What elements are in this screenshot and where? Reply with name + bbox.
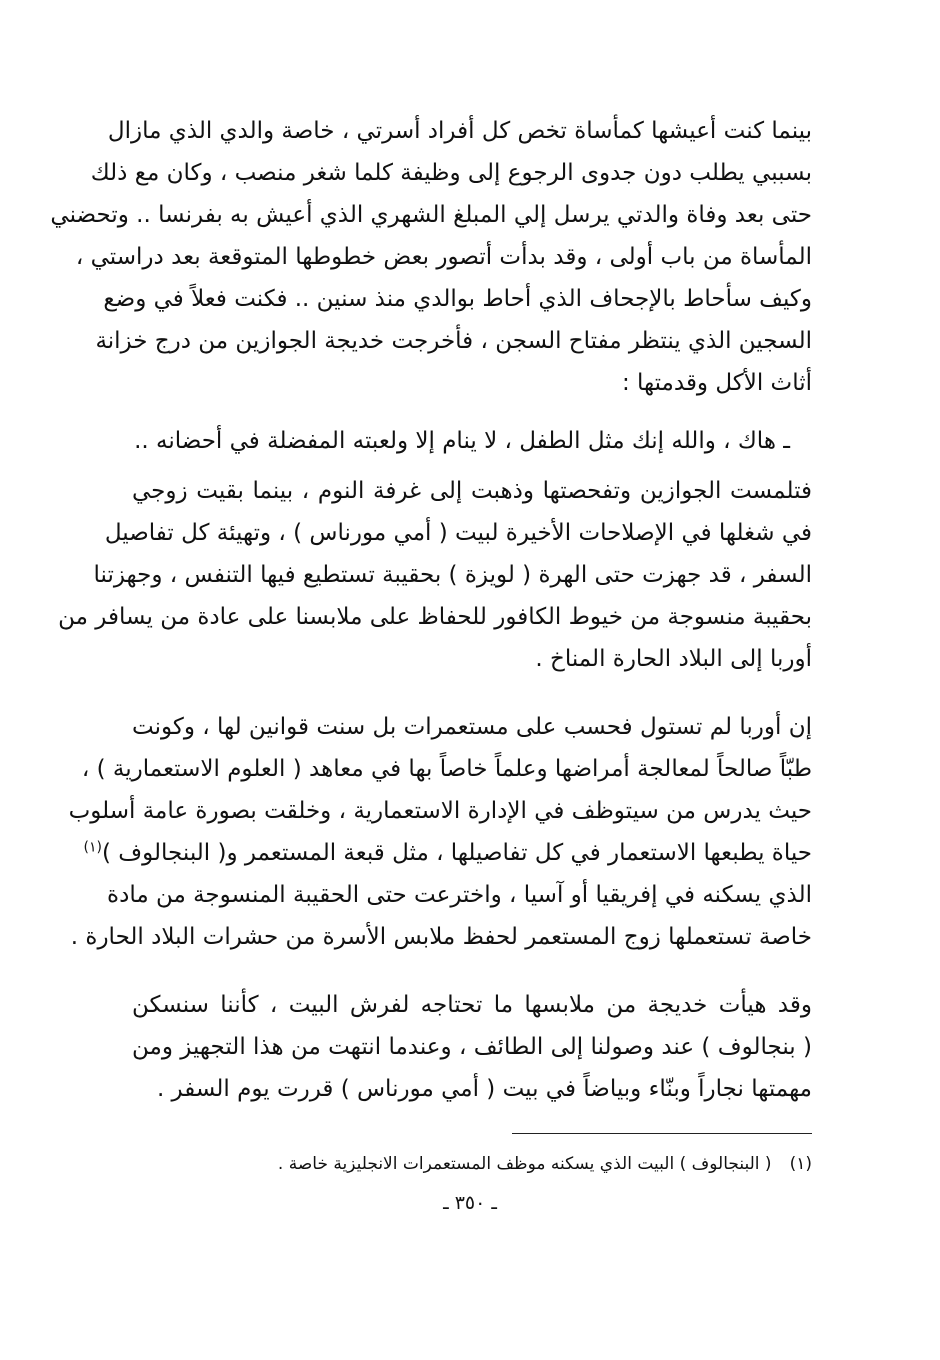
paragraph-3-line-4-text: حياة يطبعها الاستعمار في كل تفاصيلها ، مثل قبعة المستعمر و( البنجالوف ) [102,840,812,866]
paragraph-3-line-3: حيث يدرس من سيتوظف في الإدارة الاستعمارية ، وخلقت بصورة عامة أسلوب [68,798,812,824]
paragraph-1-line-3: حتى بعد وفاة والدتي يرسل إلي المبلغ الشهري الذي أعيش به بفرنسا .. وتحضني [50,202,812,228]
dialogue-quote: ـ هاك ، والله إنك مثل الطفل ، لا ينام إلا ولعبته المفضلة في أحضانه .. [134,428,790,454]
paragraph-2-line-5: أوربا إلى البلاد الحارة المناخ . [535,646,812,672]
paragraph-4-line-3: مهمتها نجاراً وبنّاء وبياضاً في بيت ( أمي مورناس ) قررت يوم السفر . [156,1076,812,1102]
paragraph-2-line-4: بحقيبة منسوجة من خيوط الكافور للحفاظ على ملابسنا على عادة من يسافر من [58,604,812,630]
paragraph-1-line-2: بسببي يطلب دون جدوى الرجوع إلى وظيفة كلما شغر منصب ، وكان مع ذلك [90,160,812,186]
paragraph-1-line-5: وكيف سأحاط بالإجحاف الذي أحاط بوالدي منذ سنين .. فكنت فعلاً في وضع [103,286,812,312]
paragraph-2 [58,470,812,680]
paragraph-4-line-1: وقد هيأت خديجة من ملابسها ما تحتاجه لفرش البيت ، كأننا سنسكن [132,992,812,1018]
paragraph-3-line-6: خاصة تستعملها زوج المستعمر لحفظ ملابس الأسرة من حشرات البلاد الحارة . [70,924,812,950]
page-number: ـ ٣٥٠ ـ [443,1192,497,1214]
footnote-reference[interactable]: (١) [83,839,103,856]
paragraph-3-line-1: إن أوربا لم تستول فحسب على مستعمرات بل سنت قوانين لها ، وكونت [132,714,812,740]
paragraph-1 [50,110,812,404]
paragraph-4 [132,984,812,1110]
paragraph-1-line-1: بينما كنت أعيشها كمأساة تخص كل أفراد أسرتي ، خاصة والدي الذي مازال [107,118,812,144]
paragraph-2-line-2: في شغلها في الإصلاحات الأخيرة لبيت ( أمي مورناس ) ، وتهيئة كل تفاصيل [104,520,812,546]
paragraph-3-line-4 [83,832,812,874]
paragraph-3-line-2: طبّاً صالحاً لمعالجة أمراضها وعلماً خاصاً بها في معاهد ( العلوم الاستعمارية ) ، [81,756,812,782]
footnote-divider [512,1133,812,1134]
paragraph-2-line-3: السفر ، قد جهزت حتى الهرة ( لويزة ) بحقيبة تستطيع فيها التنفس ، وجهزتنا [93,562,812,588]
paragraph-3 [68,706,812,958]
paragraph-4-line-2: ( بنجالوف ) عند وصولنا إلى الطائف ، وعندما انتهت من هذا التجهيز ومن [132,1034,812,1060]
footnote [132,1150,812,1178]
paragraph-2-line-1: فتلمست الجوازين وتفحصتها وذهبت إلى غرفة النوم ، بينما بقيت زوجي [132,478,812,504]
paragraph-1-line-6: السجين الذي ينتظر مفتاح السجن ، فأخرجت خديجة الجوازين من درج خزانة [95,328,812,354]
paragraph-1-line-7: أثاث الأكل وقدمتها : [621,370,812,396]
paragraph-3-line-5: الذي يسكنه في إفريقيا أو آسيا ، واخترعت حتى الحقيبة المنسوجة من مادة [107,882,812,908]
footnote-text: ( البنجالوف ) البيت الذي يسكنه موظف المستعمرات الانجليزية خاصة . [277,1154,772,1174]
paragraph-1-line-4: المأساة من باب أولى ، وقد بدأت أتصور بعض خطوطها المتوقعة بعد دراستي ، [75,244,812,270]
footnote-number: (١) [789,1154,812,1174]
